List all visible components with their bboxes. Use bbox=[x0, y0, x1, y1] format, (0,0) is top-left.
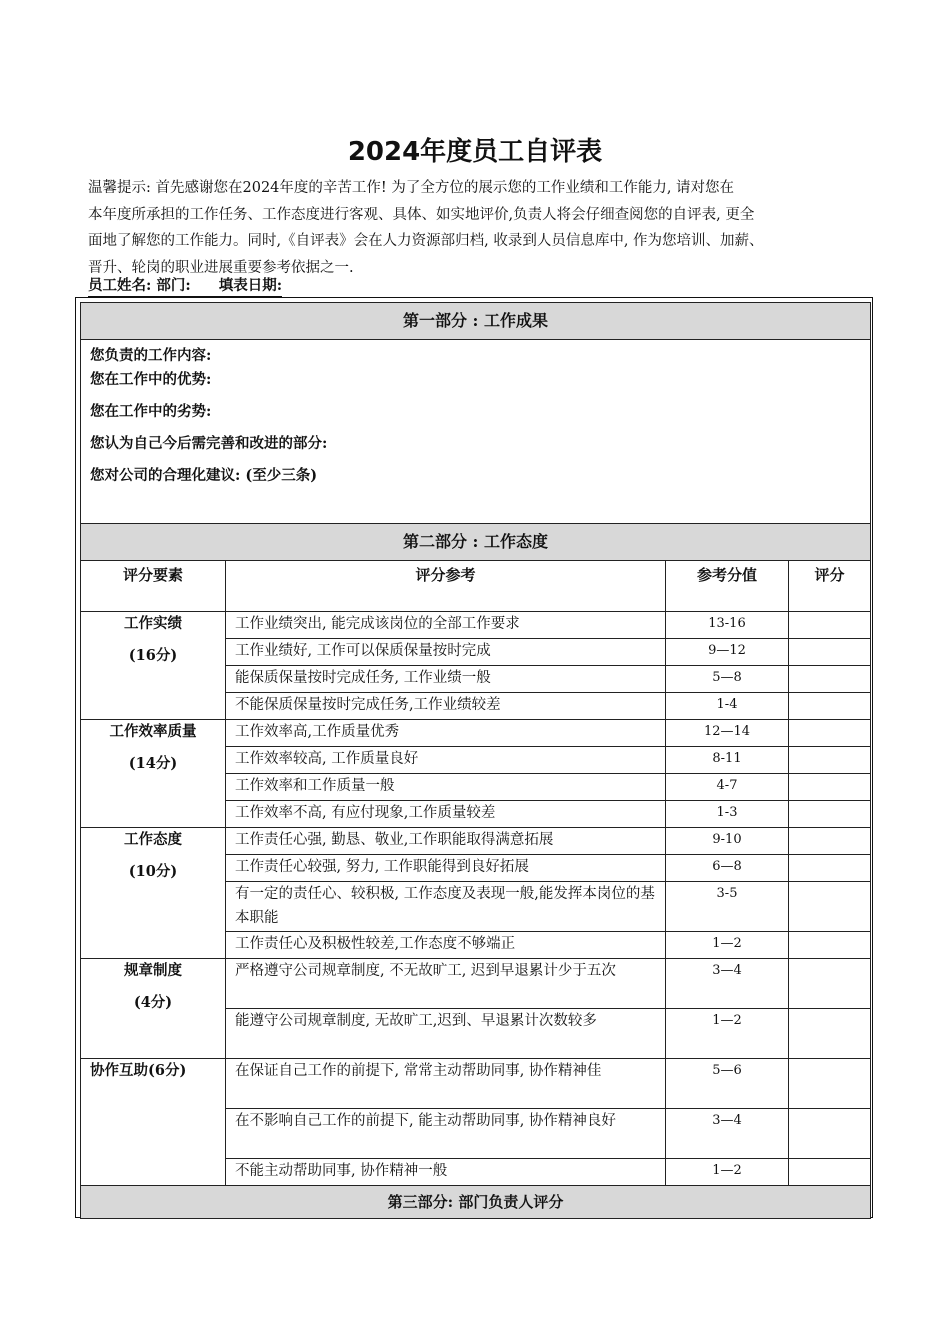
reference-value: 1—2 bbox=[666, 1009, 789, 1059]
score-cell[interactable] bbox=[789, 639, 871, 666]
score-cell[interactable] bbox=[789, 666, 871, 693]
category-cooperation bbox=[81, 1059, 226, 1186]
score-cell[interactable] bbox=[789, 855, 871, 882]
category-name: 协作互助(6分) bbox=[90, 1062, 187, 1079]
score-cell[interactable] bbox=[789, 828, 871, 855]
reference-value: 13-16 bbox=[666, 612, 789, 639]
category-efficiency bbox=[81, 720, 226, 828]
part1-heading: 第一部分 : 工作成果 bbox=[81, 303, 871, 340]
category-name: 工作效率质量 bbox=[109, 723, 197, 740]
reference-text: 能遵守公司规章制度, 无故旷工,迟到、早退累计次数较多 bbox=[226, 1009, 666, 1059]
category-name: 规章制度 bbox=[124, 962, 182, 979]
reference-text: 工作效率不高, 有应付现象,工作质量较差 bbox=[226, 801, 666, 828]
employee-info-line bbox=[88, 274, 282, 297]
score-cell[interactable] bbox=[789, 959, 871, 1009]
page-title: 2024年度员工自评表 bbox=[347, 137, 603, 167]
part2-heading: 第二部分 : 工作态度 bbox=[81, 524, 871, 561]
reference-text: 工作责任心强, 勤恳、敬业,工作职能取得满意拓展 bbox=[226, 828, 666, 855]
category-performance bbox=[81, 612, 226, 720]
reference-value: 8-11 bbox=[666, 747, 789, 774]
intro-line: 面地了解您的工作能力。同时,《自评表》会在人力资源部归档, 收录到人员信息库中, 作为您培训、加薪、 bbox=[88, 233, 764, 249]
question-suggestions: 您对公司的合理化建议: (至少三条) bbox=[90, 467, 318, 484]
header-reference: 评分参考 bbox=[226, 561, 666, 612]
reference-value: 5—6 bbox=[666, 1059, 789, 1109]
reference-value: 9—12 bbox=[666, 639, 789, 666]
question-work-content: 您负责的工作内容: bbox=[90, 347, 212, 364]
category-name: 工作实绩 bbox=[124, 615, 182, 632]
score-cell[interactable] bbox=[789, 720, 871, 747]
score-cell[interactable] bbox=[789, 693, 871, 720]
reference-value: 3—4 bbox=[666, 959, 789, 1009]
employee-dept-label: 员工姓名: 部门: bbox=[88, 277, 191, 294]
reference-text: 严格遵守公司规章制度, 不无故旷工, 迟到早退累计少于五次 bbox=[226, 959, 666, 1009]
reference-value: 12—14 bbox=[666, 720, 789, 747]
reference-text: 不能保质保量按时完成任务,工作业绩较差 bbox=[226, 693, 666, 720]
category-name: 工作态度 bbox=[124, 831, 182, 848]
question-improvements: 您认为自己今后需完善和改进的部分: bbox=[90, 435, 328, 452]
header-score: 评分 bbox=[789, 561, 871, 612]
intro-line: 晋升、轮岗的职业进展重要参考依据之一. bbox=[88, 259, 354, 276]
category-attitude bbox=[81, 828, 226, 959]
score-cell[interactable] bbox=[789, 932, 871, 959]
score-cell[interactable] bbox=[789, 747, 871, 774]
part3-heading: 第三部分: 部门负责人评分 bbox=[81, 1186, 871, 1219]
reference-text: 有一定的责任心、较积极, 工作态度及表现一般,能发挥本岗位的基本职能 bbox=[226, 882, 666, 932]
header-ref-value: 参考分值 bbox=[666, 561, 789, 612]
reference-value: 1—2 bbox=[666, 1159, 789, 1186]
category-points: (14分) bbox=[128, 755, 178, 772]
intro-paragraph bbox=[88, 175, 878, 281]
question-strengths: 您在工作中的优势: bbox=[90, 371, 212, 388]
category-points: (10分) bbox=[128, 863, 178, 880]
reference-text: 工作责任心及积极性较差,工作态度不够端正 bbox=[226, 932, 666, 959]
reference-text: 工作业绩好, 工作可以保质保量按时完成 bbox=[226, 639, 666, 666]
reference-text: 工作效率高,工作质量优秀 bbox=[226, 720, 666, 747]
score-cell[interactable] bbox=[789, 612, 871, 639]
intro-line: 温馨提示: 首先感谢您在2024年度的辛苦工作! 为了全方位的展示您的工作业绩和工作能力, 请对您在 bbox=[88, 180, 735, 196]
score-cell[interactable] bbox=[789, 1009, 871, 1059]
reference-value: 4-7 bbox=[666, 774, 789, 801]
reference-value: 3-5 bbox=[666, 882, 789, 932]
score-cell[interactable] bbox=[789, 882, 871, 932]
header-factor: 评分要素 bbox=[81, 561, 226, 612]
score-cell[interactable] bbox=[789, 1059, 871, 1109]
part1-questions[interactable] bbox=[81, 340, 871, 524]
reference-value: 9-10 bbox=[666, 828, 789, 855]
reference-value: 1-4 bbox=[666, 693, 789, 720]
date-label: 填表日期: bbox=[218, 277, 283, 294]
score-cell[interactable] bbox=[789, 1109, 871, 1159]
score-cell[interactable] bbox=[789, 774, 871, 801]
reference-text: 在保证自己工作的前提下, 常常主动帮助同事, 协作精神佳 bbox=[226, 1059, 666, 1109]
category-points: (16分) bbox=[128, 647, 178, 664]
reference-value: 1-3 bbox=[666, 801, 789, 828]
score-cell[interactable] bbox=[789, 801, 871, 828]
question-weaknesses: 您在工作中的劣势: bbox=[90, 403, 212, 420]
reference-value: 3—4 bbox=[666, 1109, 789, 1159]
intro-line: 本年度所承担的工作任务、工作态度进行客观、具体、如实地评价,负责人将会仔细查阅您的自评表, 更全 bbox=[88, 206, 755, 223]
category-rules bbox=[81, 959, 226, 1059]
reference-value: 6—8 bbox=[666, 855, 789, 882]
reference-text: 工作业绩突出, 能完成该岗位的全部工作要求 bbox=[226, 612, 666, 639]
reference-value: 5—8 bbox=[666, 666, 789, 693]
reference-text: 不能主动帮助同事, 协作精神一般 bbox=[226, 1159, 666, 1186]
reference-text: 工作责任心较强, 努力, 工作职能得到良好拓展 bbox=[226, 855, 666, 882]
category-points: (4分) bbox=[133, 994, 173, 1011]
self-evaluation-table bbox=[80, 302, 871, 1219]
reference-text: 能保质保量按时完成任务, 工作业绩一般 bbox=[226, 666, 666, 693]
score-cell[interactable] bbox=[789, 1159, 871, 1186]
reference-text: 在不影响自己工作的前提下, 能主动帮助同事, 协作精神良好 bbox=[226, 1109, 666, 1159]
reference-value: 1—2 bbox=[666, 932, 789, 959]
reference-text: 工作效率较高, 工作质量良好 bbox=[226, 747, 666, 774]
reference-text: 工作效率和工作质量一般 bbox=[226, 774, 666, 801]
